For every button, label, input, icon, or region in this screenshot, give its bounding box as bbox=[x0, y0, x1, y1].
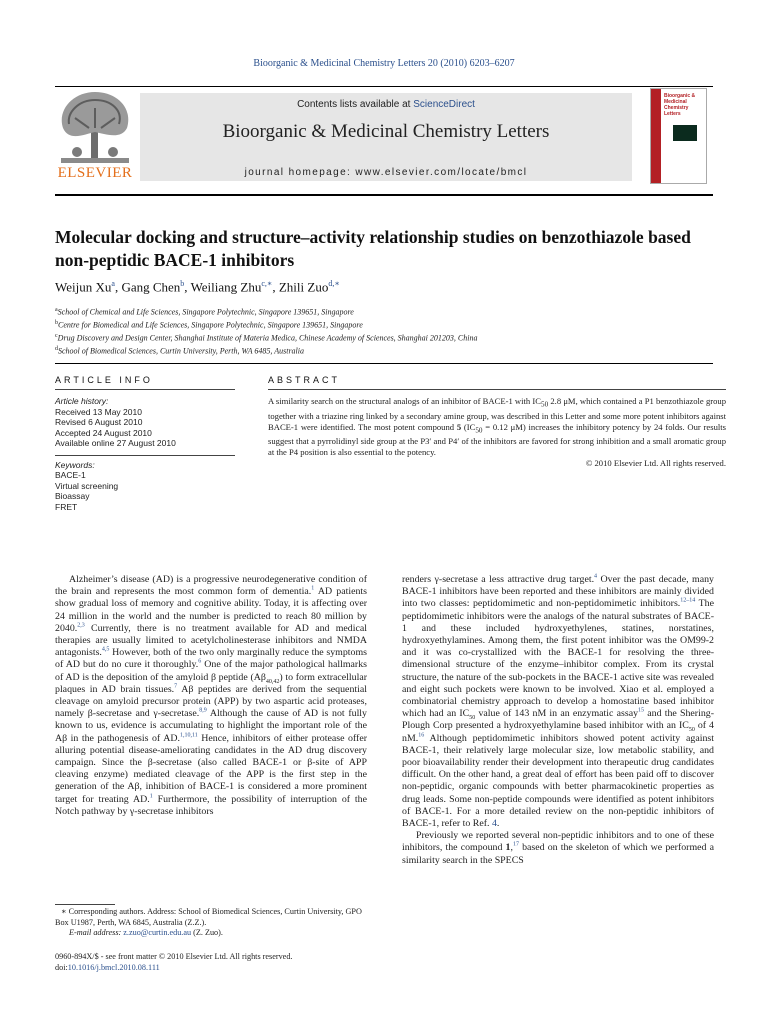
affiliations bbox=[55, 305, 715, 358]
body-paragraph: Previously we reported several non-peptidic inhibitors and to one of these inhibitors, the compound 1,17 based on the skeleton of which we performed a similarity search in the SPECS bbox=[402, 830, 714, 866]
affiliation-item: $^d$School of Biomedical Sciences, Curtin University, Perth, WA 6485, Australia bbox=[55, 346, 305, 357]
email-label: E-mail address: bbox=[69, 928, 124, 938]
revised-date: Revised 6 August 2010 bbox=[55, 417, 143, 427]
email-line bbox=[55, 928, 375, 939]
elsevier-tree-logo-icon bbox=[55, 88, 135, 183]
accepted-date: Accepted 24 August 2010 bbox=[55, 427, 152, 438]
top-rule bbox=[55, 86, 713, 87]
info-top-rule bbox=[55, 363, 713, 364]
issn-line: 0960-894X/$ - see front matter © 2010 Elsevier Ltd. All rights reserved. bbox=[55, 952, 293, 961]
email-suffix: (Z. Zuo). bbox=[191, 928, 223, 938]
journal-header-box bbox=[140, 93, 632, 181]
doi-link[interactable]: 10.1016/j.bmcl.2010.08.111 bbox=[67, 963, 160, 972]
article-info-heading: ARTICLE INFO bbox=[55, 375, 153, 385]
author-affil-marker[interactable]: a bbox=[111, 279, 115, 288]
abstract-text: A similarity search on the structural analogs of an inhibitor of BACE-1 with $IC_{50}$ 2.8 μM, which contained a P1 benzothiazole group together with a triazine ring linked by a secondary amine group, was described in this Letter and some more potent inhibitors against BACE-1 were identified. The most potent compound 5 ($IC_{50} = 0.12$ μM) increases the inhibitory potency by 24 folds. Our results suggest that a pyrrolidinyl side group at the P3′ and P4′ of the inhibitors are favored for strong inhibition and a small aromatic group at the P4 position is also essential to the potency. © 2010 Elsevier Ltd. All rights reserved. bbox=[268, 396, 726, 468]
keyword: Virtual screening bbox=[55, 480, 119, 491]
cover-band bbox=[651, 89, 661, 183]
doi-line: doi:10.1016/j.bmcl.2010.08.111 bbox=[55, 963, 160, 972]
author-affil-marker[interactable]: d,∗ bbox=[328, 279, 340, 288]
journal-homepage[interactable]: journal homepage: www.elsevier.com/locate/bmcl bbox=[244, 167, 528, 178]
body-column-right bbox=[402, 574, 714, 867]
cover-title: Bioorganic & Medicinal Chemistry Letters bbox=[664, 93, 696, 117]
author-name: Zhili Zuo bbox=[278, 279, 329, 295]
body-paragraph: Alzheimer’s disease (AD) is a progressive neurodegenerative condition of the brain and represents the most common form of dementia.$^1$ AD patients show gradual loss of memory and cognitive ability. Today, it is affecting over 24 million in the world and the number is predicted to reach 80 million by 2040.$^{2,3}$ Currently, there is no treatment available for AD and medical therapies are usually limited to acetylcholinesterase inhibitors and NMDA antagonists.$^{4,5}$ However, both of the two only marginally reduce the symptoms of AD but do no cure it thoroughly.$^6$ One of the major pathological hallmarks of AD is the deposition of the amyloid β peptide $(A\beta_{40,42})$ to form extracellular plaques in AD brain tissues.$^7$ Aβ peptides are derived from the sequential cleavage on amyloid precursor protein (APP) by two aspartic acid proteases, namely β-secretase and γ-secretase.$^{8,9}$ Although the cause of AD is not fully known to us, evidence is accumulating to highlight the important role of the Aβ in the pathogenesis of AD.$^{1,10,11}$ Hence, inhibitors of either protease offer alluring potential disease-ameliorating candidates in the AD drug discovery campaign. Since the β-secretase (also called BACE-1 or β-site of APP cleaving enzyme) mediated cleavage of the APP is the first step in the generation of the Aβ, inhibition of BACE-1 is considered a more prominent target for treating AD.$^1$ Furthermore, the possibility of interruption of the Notch pathway by γ-secretase inhibitors bbox=[55, 574, 368, 817]
abstract-rule bbox=[268, 389, 726, 390]
author-name: Weijun Xu bbox=[55, 279, 112, 295]
journal-title: Bioorganic & Medicinal Chemistry Letters bbox=[222, 121, 550, 142]
affiliation-item: $^a$School of Chemical and Life Sciences, Singapore Polytechnic, Singapore 139651, Singapore bbox=[55, 307, 354, 317]
author-affil-marker[interactable]: c,∗ bbox=[261, 279, 273, 288]
abstract-heading: ABSTRACT bbox=[268, 375, 341, 385]
article-info bbox=[55, 396, 235, 512]
info-rule bbox=[55, 389, 235, 390]
author-name: Weiliang Zhu bbox=[190, 279, 262, 295]
journal-citation[interactable]: Bioorganic & Medicinal Chemistry Letters 20 (2010) 6203–6207 bbox=[253, 58, 515, 69]
email-link[interactable]: z.zuo@curtin.edu.au bbox=[123, 928, 192, 938]
sciencedirect-link[interactable]: ScienceDirect bbox=[413, 99, 475, 110]
body-paragraph: renders γ-secretase a less attractive drug target.$^4$ Over the past decade, many BACE-1 inhibitors have been reported and these inhibitors are mainly divided into two classes: peptidomimetic and non-peptidomimetic inhibitors.$^{12-14}$ The peptidomimetic inhibitors were the analogs of the natural substrates of BACE-1 and these included hydroxyethylenes, statines, norstatines, hydroxyethylamines. Among them, the first potent inhibitor was the OM99-2 and it was co-crystallized with the BACE-1 for resolving the three-dimensional structure of the enzyme–inhibitor complex. From its crystal structure, the nature of the sub-pockets in the BACE-1 active site was revealed and eight such pockets were known to be involved. Xiao et al. employed a combinatorial chemistry approach to develop a homostatine based inhibitor which had an $IC_{50}$ value of 143 nM in an enzymatic assay$^{15}$ and the Shering-Plough Corp presented a hydroxyethylamine based inhibitor with an $IC_{50}$ of 4 nM.$^{16}$ Although peptidomimetic inhibitors showed potent activity against BACE-1, their relatively large molecular size, low metabolic stability, and poor bioavailability render their development into therapeutic drug candidates difficult. On the other hand, a great deal of effort has been paid off to discover non-peptidic, organic compounds with better pharmacokinetic properties as drug leads. Some non-peptide compounds were identified as potent inhibitors of BACE-1. For a more detailed review on the non-peptidic inhibitors of BACE-1, refer to Ref. 4. bbox=[402, 573, 714, 830]
body-column-left bbox=[55, 574, 367, 818]
received-date: Received 13 May 2010 bbox=[55, 406, 142, 417]
affiliation-item: $^b$Centre for Biomedical and Life Sciences, Singapore Polytechnic, Singapore 139651, Singapore bbox=[55, 320, 363, 330]
paper-title: Molecular docking and structure–activity relationship studies on benzothiazole based non-peptidic BACE-1 inhibitors bbox=[55, 227, 691, 270]
keyword: BACE-1 bbox=[55, 470, 86, 480]
contents-prefix: Contents lists available at bbox=[297, 99, 414, 110]
author-list: Weijun Xu$^a$, Gang Chen$^b$, Weiliang Zhu$^{c,∗}$, Zhili Zuo$^{d,∗}$ bbox=[55, 279, 340, 295]
masthead-rule bbox=[55, 194, 713, 196]
keywords-rule bbox=[55, 455, 235, 456]
online-date: Available online 27 August 2010 bbox=[55, 438, 176, 448]
cover-image-icon bbox=[673, 125, 697, 141]
keyword: FRET bbox=[55, 501, 78, 512]
corresponding-footnote bbox=[55, 904, 375, 939]
masthead bbox=[55, 88, 713, 188]
author-name: Gang Chen bbox=[121, 279, 181, 295]
journal-cover-thumbnail bbox=[650, 88, 707, 184]
abstract-copyright: © 2010 Elsevier Ltd. All rights reserved. bbox=[585, 457, 726, 468]
publisher-name: ELSEVIER bbox=[57, 165, 133, 181]
keywords-label: Keywords: bbox=[55, 459, 95, 470]
page-footer bbox=[55, 951, 375, 973]
corresponding-authors: ∗ Corresponding authors. Address: School of Biomedical Sciences, Curtin University, GPO Box U1987, Perth, WA 6845, Australia (Z.Z.). bbox=[55, 907, 362, 927]
contents-line bbox=[140, 99, 632, 110]
history-label: Article history: bbox=[55, 396, 109, 406]
keyword: Bioassay bbox=[55, 491, 90, 501]
author-affil-marker[interactable]: b bbox=[180, 279, 185, 288]
affiliation-item: $^c$Drug Discovery and Design Center, Shanghai Institute of Materia Medica, Chinese Academy of Sciences, Shanghai 201203, China bbox=[55, 333, 478, 343]
